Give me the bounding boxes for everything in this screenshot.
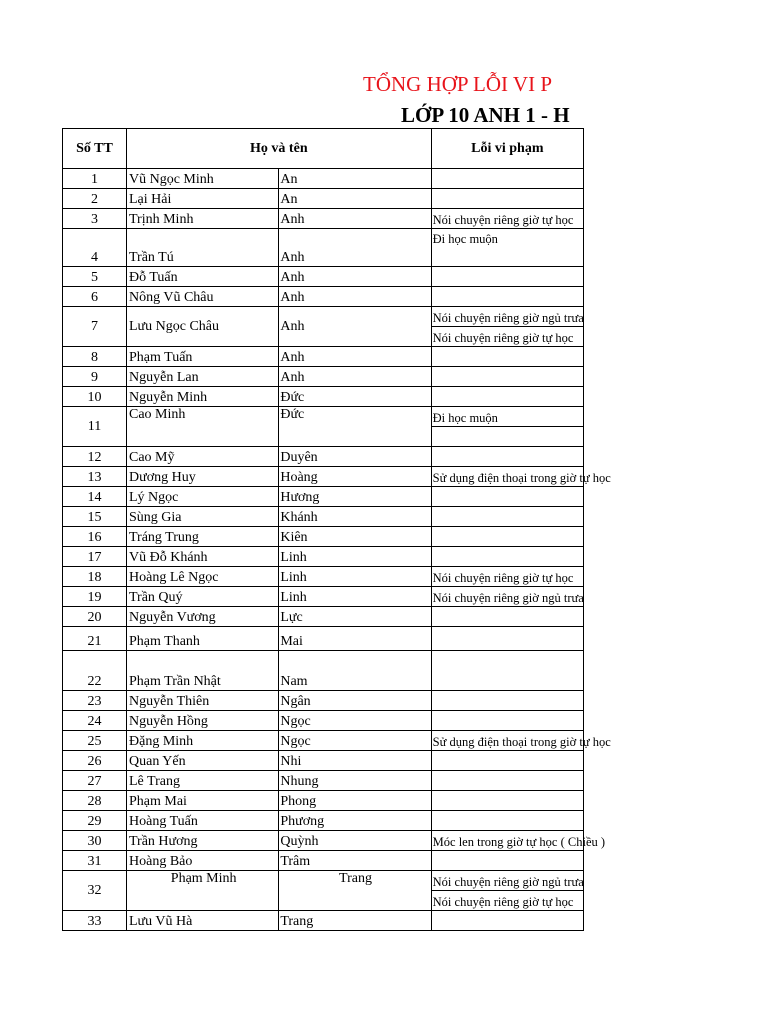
cell-violation[interactable]: Đi học muộn [431,229,583,267]
cell-violation[interactable] [431,627,583,651]
cell-given-name[interactable]: Ngân [279,691,431,711]
cell-stt[interactable]: 33 [63,911,127,931]
cell-violation[interactable] [431,267,583,287]
cell-surname[interactable]: Dương Huy [127,467,279,487]
table-row [63,387,584,407]
cell-surname[interactable]: Nguyễn Minh [127,387,279,407]
cell-given-name[interactable]: An [279,189,431,209]
cell-given-name[interactable]: Anh [279,287,431,307]
cell-stt[interactable]: 6 [63,287,127,307]
cell-surname[interactable]: Lê Trang [127,771,279,791]
cell-violation[interactable] [431,691,583,711]
report-title: TỔNG HỢP LỖI VI P [363,72,552,96]
cell-stt[interactable]: 27 [63,771,127,791]
cell-given-name[interactable]: Nhi [279,751,431,771]
cell-violation[interactable] [431,711,583,731]
cell-surname[interactable]: Đỗ Tuấn [127,267,279,287]
table-row [63,547,584,567]
cell-given-name[interactable]: Phương [279,811,431,831]
cell-violation[interactable]: Móc len trong giờ tự học ( Chiều ) [431,831,583,851]
cell-violation[interactable] [431,347,583,367]
cell-violation[interactable] [431,507,583,527]
cell-stt[interactable]: 19 [63,587,127,607]
cell-stt[interactable]: 4 [63,229,127,267]
header-violation: Lỗi vi phạm [431,129,583,169]
cell-violation[interactable] [431,367,583,387]
class-title: LỚP 10 ANH 1 - H [401,103,570,127]
cell-given-name[interactable]: Anh [279,367,431,387]
cell-surname[interactable]: Phạm Thanh [127,627,279,651]
table-row [63,169,584,189]
header-name: Họ và tên [127,129,432,169]
cell-surname[interactable]: Phạm Trần Nhật [127,651,279,691]
cell-surname[interactable]: Nguyễn Vương [127,607,279,627]
table-row [63,731,584,751]
cell-given-name[interactable]: Đức [279,407,431,447]
cell-given-name[interactable]: Nam [279,651,431,691]
cell-violation[interactable] [431,651,583,691]
cell-given-name[interactable]: Anh [279,307,431,347]
cell-given-name[interactable]: Duyên [279,447,431,467]
cell-stt[interactable]: 12 [63,447,127,467]
cell-given-name[interactable]: Ngọc [279,731,431,751]
cell-stt[interactable]: 7 [63,307,127,347]
cell-violation[interactable] [431,771,583,791]
table-row [63,751,584,771]
cell-surname[interactable]: Cao Mỹ [127,447,279,467]
cell-surname[interactable]: Nông Vũ Châu [127,287,279,307]
table-row [63,189,584,209]
cell-violation[interactable]: Sử dụng điện thoại trong giờ tự học [431,467,583,487]
cell-violation[interactable] [431,189,583,209]
table-row [63,467,584,487]
cell-given-name[interactable]: Trang [279,911,431,931]
cell-violation[interactable] [431,447,583,467]
cell-stt[interactable]: 13 [63,467,127,487]
table-row [63,691,584,711]
cell-given-name[interactable]: Mai [279,627,431,651]
table-row [63,307,584,327]
cell-surname[interactable]: Trần Tú [127,229,279,267]
cell-stt[interactable]: 31 [63,851,127,871]
cell-surname[interactable]: Lại Hải [127,189,279,209]
cell-stt[interactable]: 29 [63,811,127,831]
cell-surname[interactable]: Hoàng Tuấn [127,811,279,831]
table-row [63,791,584,811]
table-row [63,287,584,307]
cell-surname[interactable]: Phạm Tuấn [127,347,279,367]
cell-stt[interactable]: 17 [63,547,127,567]
cell-surname[interactable]: Lưu Vũ Hà [127,911,279,931]
cell-violation[interactable] [431,751,583,771]
cell-violation[interactable] [431,287,583,307]
cell-surname[interactable]: Nguyễn Thiên [127,691,279,711]
table-row [63,811,584,831]
cell-given-name[interactable]: Hoàng [279,467,431,487]
cell-given-name[interactable]: Anh [279,229,431,267]
cell-violation[interactable] [431,851,583,871]
cell-stt[interactable]: 10 [63,387,127,407]
table-row [63,607,584,627]
cell-given-name[interactable]: Kiên [279,527,431,547]
cell-violation[interactable]: Nói chuyện riêng giờ ngủ trưa [431,307,583,327]
table-row [63,407,584,427]
cell-stt[interactable]: 22 [63,651,127,691]
cell-surname[interactable]: Lý Ngọc [127,487,279,507]
cell-violation[interactable]: Nói chuyện riêng giờ tự học [431,567,583,587]
cell-given-name[interactable]: Linh [279,567,431,587]
cell-stt[interactable]: 16 [63,527,127,547]
cell-violation[interactable]: Đi học muộn [431,407,583,427]
cell-violation[interactable]: Sử dụng điện thoại trong giờ tự học [431,731,583,751]
cell-given-name[interactable]: Quỳnh [279,831,431,851]
cell-violation[interactable]: Nói chuyện riêng giờ ngủ trưa [431,871,583,891]
cell-given-name[interactable]: Khánh [279,507,431,527]
cell-given-name[interactable]: Anh [279,267,431,287]
cell-given-name[interactable]: Lực [279,607,431,627]
cell-violation[interactable]: Nói chuyện riêng giờ tự học [431,891,583,911]
table-row [63,367,584,387]
cell-given-name[interactable]: Nhung [279,771,431,791]
cell-given-name[interactable]: Ngọc [279,711,431,731]
cell-surname[interactable]: Đặng Minh [127,731,279,751]
cell-given-name[interactable]: Anh [279,347,431,367]
table-row [63,771,584,791]
cell-surname[interactable]: Hoàng Lê Ngọc [127,567,279,587]
table-row [63,487,584,507]
cell-surname[interactable]: Nguyễn Hồng [127,711,279,731]
cell-given-name[interactable]: An [279,169,431,189]
cell-stt[interactable]: 2 [63,189,127,209]
cell-stt[interactable]: 28 [63,791,127,811]
cell-stt[interactable]: 20 [63,607,127,627]
cell-surname[interactable]: Trần Hương [127,831,279,851]
cell-stt[interactable]: 23 [63,691,127,711]
table-row [63,851,584,871]
cell-surname[interactable]: Trần Quý [127,587,279,607]
table-row [63,447,584,467]
cell-violation[interactable] [431,811,583,831]
cell-given-name[interactable]: Trang [279,871,431,911]
cell-violation[interactable]: Nói chuyện riêng giờ tự học [431,327,583,347]
cell-stt[interactable]: 26 [63,751,127,771]
cell-stt[interactable]: 8 [63,347,127,367]
cell-given-name[interactable]: Hương [279,487,431,507]
header-stt: Số TT [63,129,127,169]
cell-stt[interactable]: 14 [63,487,127,507]
table-row [63,627,584,651]
table-row [63,587,584,607]
cell-stt[interactable]: 9 [63,367,127,387]
table-row [63,567,584,587]
cell-stt[interactable]: 21 [63,627,127,651]
cell-violation[interactable] [431,911,583,931]
table-row [63,871,584,891]
cell-violation[interactable] [431,387,583,407]
cell-stt[interactable]: 18 [63,567,127,587]
cell-given-name[interactable]: Linh [279,547,431,567]
cell-stt[interactable]: 11 [63,407,127,447]
table-row [63,267,584,287]
cell-violation[interactable] [431,791,583,811]
cell-surname[interactable]: Trịnh Minh [127,209,279,229]
cell-surname[interactable]: Quan Yến [127,751,279,771]
cell-stt[interactable]: 24 [63,711,127,731]
cell-surname[interactable]: Nguyễn Lan [127,367,279,387]
cell-stt[interactable]: 3 [63,209,127,229]
cell-surname[interactable]: Phạm Mai [127,791,279,811]
table-row [63,347,584,367]
cell-given-name[interactable]: Anh [279,209,431,229]
cell-stt[interactable]: 30 [63,831,127,851]
table-body [63,169,611,931]
header-row [63,129,584,169]
cell-surname[interactable]: Phạm Minh [127,871,279,911]
cell-stt[interactable]: 15 [63,507,127,527]
table-row [63,711,584,731]
cell-violation[interactable] [431,527,583,547]
table-row [63,209,584,229]
cell-surname[interactable]: Sùng Gia [127,507,279,527]
cell-given-name[interactable]: Phong [279,791,431,811]
violation-table [62,128,611,931]
cell-surname[interactable]: Vũ Đỗ Khánh [127,547,279,567]
table-row [63,651,584,691]
cell-stt[interactable]: 32 [63,871,127,911]
cell-surname[interactable]: Hoàng Bảo [127,851,279,871]
cell-surname[interactable]: Cao Minh [127,407,279,447]
cell-given-name[interactable]: Linh [279,587,431,607]
cell-stt[interactable]: 25 [63,731,127,751]
table-row [63,911,584,931]
cell-violation[interactable] [431,169,583,189]
cell-stt[interactable]: 1 [63,169,127,189]
cell-surname[interactable]: Lưu Ngọc Châu [127,307,279,347]
cell-violation[interactable] [431,427,583,447]
table-row [63,229,584,267]
cell-violation[interactable] [431,547,583,567]
cell-violation[interactable] [431,487,583,507]
cell-surname[interactable]: Tráng Trung [127,527,279,547]
cell-violation[interactable]: Nói chuyện riêng giờ tự học [431,209,583,229]
cell-given-name[interactable]: Trâm [279,851,431,871]
cell-given-name[interactable]: Đức [279,387,431,407]
cell-violation[interactable]: Nói chuyện riêng giờ ngủ trưa [431,587,583,607]
cell-surname[interactable]: Vũ Ngọc Minh [127,169,279,189]
table-row [63,831,584,851]
cell-stt[interactable]: 5 [63,267,127,287]
table-row [63,507,584,527]
cell-violation[interactable] [431,607,583,627]
table-row [63,527,584,547]
